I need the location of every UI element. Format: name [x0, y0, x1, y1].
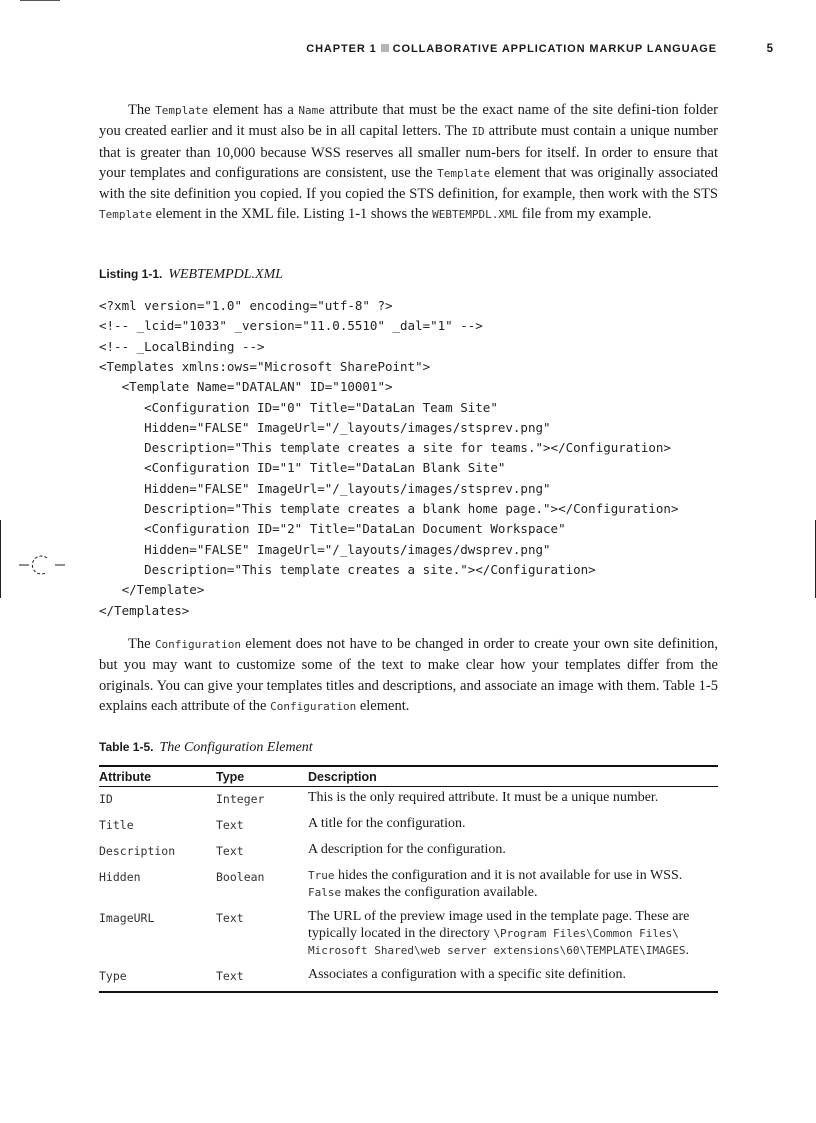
code-line: Description="This template creates a site."></Configuration>	[99, 561, 596, 577]
table-title: The Configuration Element	[159, 740, 313, 755]
cell-type: Integer	[216, 792, 265, 806]
crop-mark-left	[0, 520, 1, 598]
table-row	[99, 839, 718, 865]
cell-type: Text	[216, 964, 308, 992]
code-line: Description="This template creates a site for teams."></Configuration>	[99, 440, 671, 456]
table-row	[99, 865, 718, 906]
registration-mark-icon	[19, 553, 65, 577]
paragraph-2	[99, 634, 718, 717]
table-row	[99, 813, 718, 839]
running-header	[0, 43, 773, 59]
code-line: <Templates xmlns:ows="Microsoft SharePoint">	[99, 358, 431, 374]
table-label: Table 1-5.	[99, 740, 154, 754]
cell-attribute: ImageURL	[99, 911, 155, 925]
text-run: The	[128, 636, 155, 652]
column-header-attribute: Attribute	[99, 766, 216, 787]
text-run: element in the XML file. Listing 1-1 shows the	[151, 206, 433, 223]
table-row	[99, 787, 718, 814]
cell-description	[308, 865, 718, 906]
text-run: Associates a configuration with a specific site definition.	[308, 967, 627, 982]
listing-label: Listing 1-1.	[99, 267, 163, 281]
table-row	[99, 906, 718, 964]
cell-attribute: Description	[99, 844, 176, 858]
code-line: Description="This template creates a blank home page."></Configuration>	[99, 501, 679, 516]
inline-code: Template	[99, 208, 152, 222]
text-run: attribute that must be the exact name of the site defini-tion folder you created earlier and it must also be in all capital letters. The	[99, 102, 718, 140]
inline-code: \Program Files\Common Files\ Microsoft Shared\web server extensions\60\TEMPLATE\IMAGES	[308, 927, 686, 957]
text-run: This is the only required attribute. It must be a unique number.	[308, 790, 659, 805]
text-run: element does not have to be changed in order to create your own site definition, but you may want to customize some of the text to make clear how your templates differ from the originals. You can give your templates titles and descriptions, and associate an image with them. Table 1-5 explains each attribute of the	[99, 636, 718, 714]
inline-code: Configuration	[154, 638, 242, 651]
cell-type: Text	[216, 844, 244, 858]
code-line: <Template Name="DATALAN" ID="10001">	[99, 379, 393, 395]
cell-attribute: Title	[99, 818, 134, 832]
column-header-description: Description	[308, 766, 718, 787]
configuration-table	[99, 765, 718, 993]
table-caption	[99, 740, 313, 756]
code-line: </Template>	[99, 582, 205, 598]
text-run: The URL of the preview image used in the template page. These are typically located in the directory	[308, 909, 690, 941]
listing-title: WEBTEMPDL.XML	[168, 267, 284, 282]
inline-code: False	[308, 886, 342, 899]
column-header-type: Type	[216, 766, 308, 787]
inline-code: Configuration	[270, 699, 357, 713]
cell-attribute: Type	[99, 964, 216, 992]
inline-code: ID	[471, 125, 485, 139]
text-run: The	[128, 102, 156, 118]
cell-type: Text	[216, 911, 244, 925]
running-header-title: CHAPTER 1 COLLABORATIVE APPLICATION MARKUP LANGUAGE	[306, 43, 717, 55]
cell-description	[308, 964, 718, 992]
cell-description	[308, 787, 718, 814]
code-line: </Templates>	[99, 602, 190, 618]
cell-attribute: Hidden	[99, 870, 141, 884]
inline-code: Template	[155, 104, 209, 117]
cell-description	[308, 839, 718, 865]
paragraph-1	[99, 100, 718, 226]
cell-description	[308, 813, 718, 839]
code-line: Hidden="FALSE" ImageUrl="/_layouts/images/dwsprev.png"	[99, 541, 551, 557]
separator-square-icon	[381, 44, 389, 52]
code-line: <?xml version="1.0" encoding="utf-8" ?>	[99, 298, 393, 313]
page-number: 5	[766, 43, 773, 55]
text-run: .	[685, 943, 689, 958]
inline-code: Name	[298, 104, 325, 117]
cell-type: Boolean	[216, 870, 265, 884]
code-line: Hidden="FALSE" ImageUrl="/_layouts/images/stsprev.png"	[99, 480, 551, 496]
inline-code: WEBTEMPDL.XML	[432, 208, 519, 222]
code-line: <!-- _LocalBinding -->	[99, 338, 265, 354]
text-run: attribute must contain a unique number that is greater than 10,000 because WSS reserves all smaller num-bers for itself. In order to ensure that your templates and configurations are consistent, use the	[99, 123, 718, 181]
text-run: element.	[356, 697, 410, 714]
text-run: A description for the configuration.	[308, 842, 506, 857]
text-run: file from my example.	[518, 206, 652, 223]
cell-type: Text	[216, 818, 244, 832]
text-run: A title for the configuration.	[308, 816, 466, 831]
text-run: makes the configuration available.	[341, 885, 538, 900]
text-run: hides the configuration and it is not available for use in WSS.	[334, 868, 683, 883]
table-header-row	[99, 766, 718, 787]
inline-code: Template	[437, 166, 491, 180]
code-line: <Configuration ID="0" Title="DataLan Team Site"	[99, 399, 498, 415]
crop-mark	[20, 0, 60, 1]
text-run: element that was originally associated with the site definition you copied. If you copied the STS definition, for example, then work with the STS	[99, 164, 719, 203]
listing-caption	[99, 267, 283, 283]
inline-code: True	[308, 869, 335, 882]
cell-attribute: ID	[99, 792, 113, 806]
code-line: <Configuration ID="2" Title="DataLan Document Workspace"	[99, 521, 566, 537]
text-run: element has a	[208, 102, 299, 118]
table-row	[99, 964, 718, 992]
cell-description	[308, 906, 718, 964]
code-line: <!-- _lcid="1033" _version="11.0.5510" _dal="1" -->	[99, 318, 483, 334]
code-line: <Configuration ID="1" Title="DataLan Blank Site"	[99, 460, 506, 476]
code-line: Hidden="FALSE" ImageUrl="/_layouts/images/stsprev.png"	[99, 419, 551, 435]
